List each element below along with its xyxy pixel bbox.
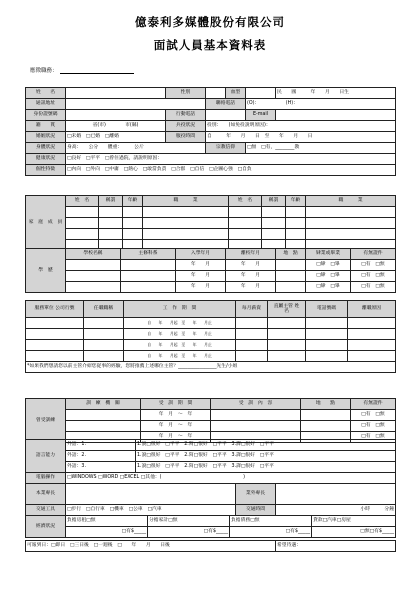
form-cell[interactable] [143, 229, 229, 240]
form-cell[interactable] [26, 318, 84, 329]
form-cell[interactable] [84, 329, 124, 340]
edu-header: 入學年月 [176, 249, 226, 260]
form-cell[interactable] [66, 410, 141, 421]
form-cell[interactable] [262, 229, 286, 240]
body-field[interactable]: 身高： 公分 體重： 公斤 [66, 143, 206, 154]
form-cell[interactable] [121, 282, 176, 293]
form-cell[interactable] [301, 410, 351, 421]
form-cell[interactable] [121, 260, 176, 271]
form-cell[interactable]: 年 月 [226, 271, 276, 282]
form-cell[interactable] [276, 271, 306, 282]
train-header: 訓 練 機 關 [66, 399, 141, 410]
blood-input[interactable] [246, 88, 276, 99]
form-cell[interactable] [123, 218, 143, 229]
form-cell[interactable] [306, 318, 348, 329]
exp-row [26, 351, 396, 362]
form-cell[interactable]: 自 年 月起 至 年 月止 [124, 351, 236, 362]
phone-field[interactable]: (O)： (H)： [246, 99, 396, 110]
family-row [26, 207, 396, 218]
education-label: 學 歷 [26, 249, 66, 293]
form-cell[interactable]: □有$_____ [148, 527, 230, 538]
form-cell[interactable] [123, 229, 143, 240]
form-cell[interactable] [121, 271, 176, 282]
language-name[interactable]: 外語：3. [66, 462, 136, 473]
form-cell[interactable] [211, 410, 301, 421]
language-name[interactable]: 外語：1. [66, 440, 136, 451]
form-cell[interactable]: □有$_____ [230, 527, 312, 538]
blood-label: 血型 [226, 88, 246, 99]
language-level[interactable]: 1.說□很好 □平平 2.寫□很好 □平平 3.譯□很好 □平平 [136, 451, 396, 462]
other-specialty-label: 業外專長 [236, 484, 276, 505]
debt-option[interactable]: 負擔債務□無 [230, 516, 312, 527]
form-cell[interactable] [66, 282, 121, 293]
form-cell[interactable]: □有$_____ [66, 527, 148, 538]
email-label: E-mail [246, 110, 276, 121]
experience-table [25, 300, 396, 373]
position-label: 應徵職務： [30, 68, 58, 74]
computer-options[interactable]: □WINDOWS □WORD □EXCEL □其他：( ) [66, 473, 396, 484]
marital-options[interactable]: □未婚 □已婚 □離婚 [66, 132, 166, 143]
service-time-field[interactable]: 自 年 月 日 至 年 月 日 [206, 132, 396, 143]
form-cell[interactable] [301, 421, 351, 432]
position-field[interactable] [30, 66, 134, 74]
form-cell[interactable] [66, 260, 121, 271]
form-cell[interactable] [84, 318, 124, 329]
exp-row [26, 329, 396, 340]
form-cell[interactable] [276, 260, 306, 271]
form-cell[interactable]: 年 月 ～ 年 [141, 432, 211, 443]
form-cell[interactable] [236, 329, 268, 340]
form-cell[interactable] [286, 229, 306, 240]
form-cell[interactable] [143, 207, 229, 218]
form-cell[interactable] [268, 318, 306, 329]
education-table [25, 248, 396, 293]
commute-field[interactable]: 小時 分鐘 [276, 505, 396, 516]
family-header: 職 業 [143, 196, 229, 207]
edu-header: 主修科系 [121, 249, 176, 260]
language-level[interactable]: 1.說□很好 □平平 2.寫□很好 □平平 3.譯□很好 □平平 [136, 462, 396, 473]
specialty-input[interactable] [66, 484, 236, 505]
edu-header: 肄業或畢業 [306, 249, 351, 260]
family-header: 年齡 [286, 196, 306, 207]
form-cell[interactable] [276, 282, 306, 293]
name-input[interactable] [66, 88, 166, 99]
form-cell[interactable] [236, 340, 268, 351]
form-cell[interactable]: 年 月 [226, 282, 276, 293]
military-label: 兵役狀況 [166, 121, 206, 132]
form-cell[interactable] [26, 351, 84, 362]
start-table [25, 540, 396, 552]
form-cell[interactable] [348, 351, 396, 362]
train-header: 受 訓 期 間 [141, 399, 211, 410]
exp-header: 電話號碼 [306, 301, 348, 318]
form-cell[interactable]: 年 月 ～ 年 [141, 421, 211, 432]
loan-option[interactable]: 貸款□汽車□房屋 [312, 516, 396, 527]
form-cell[interactable] [66, 207, 99, 218]
form-cell[interactable] [66, 229, 99, 240]
family-row [26, 229, 396, 240]
family-header: 稱謂 [99, 196, 123, 207]
form-cell[interactable]: □肄 □畢 [306, 260, 351, 271]
form-cell[interactable] [84, 340, 124, 351]
exp-row [26, 340, 396, 351]
other-specialty-input[interactable] [276, 484, 396, 505]
family-header: 年齡 [123, 196, 143, 207]
expected-salary-field[interactable]: 希望待遇： [276, 541, 396, 552]
train-row [26, 421, 396, 432]
form-cell[interactable] [268, 351, 306, 362]
military-field[interactable]: 役別： (如免役說明原因)： [206, 121, 396, 132]
form-cell[interactable]: □有 □無 [351, 432, 396, 443]
train-header: 受 訓 內 容 [211, 399, 301, 410]
form-cell[interactable] [26, 340, 84, 351]
form-cell[interactable] [143, 218, 229, 229]
form-cell[interactable]: 自 年 月起 至 年 月止 [124, 329, 236, 340]
company-header: 服務單位 公司行號 [26, 301, 84, 318]
service-time-label: 服役時間 [166, 132, 206, 143]
form-cell[interactable] [286, 218, 306, 229]
form-cell[interactable]: 年 月 [176, 271, 226, 282]
form-cell[interactable] [229, 229, 262, 240]
exp-header: 任職職稱 [84, 301, 124, 318]
language-label: 語言能力 [26, 440, 66, 473]
exp-header: 每月薪資 [236, 301, 268, 318]
start-date-options[interactable]: 可報到日：□即日 □三日後 □一週後 □ 年 月 日後 [26, 541, 276, 552]
form-cell[interactable] [306, 340, 348, 351]
form-cell[interactable] [348, 340, 396, 351]
skills-table [25, 439, 396, 484]
form-cell[interactable] [268, 329, 306, 340]
exp-header: 工 作 期 間 [124, 301, 236, 318]
origin-label: 籍 貫 [26, 121, 66, 132]
family-header: 姓 名 [66, 196, 99, 207]
form-cell[interactable] [66, 271, 121, 282]
form-title: 面試人員基本資料表 [153, 38, 267, 52]
form-cell[interactable] [211, 421, 301, 432]
form-cell[interactable] [84, 351, 124, 362]
form-cell[interactable] [66, 421, 141, 432]
transport-label: 交通工具 [26, 505, 66, 516]
train-header: 有無證件 [351, 399, 396, 410]
form-cell[interactable]: □無□有$_____ [312, 527, 396, 538]
language-level[interactable]: 1.說□很好 □平平 2.寫□很好 □平平 3.譯□很好 □平平 [136, 440, 396, 451]
form-cell[interactable] [286, 207, 306, 218]
mobile-input[interactable] [206, 110, 246, 121]
form-cell[interactable]: □有 □無 [351, 410, 396, 421]
economy-label: 經濟狀況 [26, 516, 66, 538]
training-table [25, 398, 396, 443]
train-header: 地 點 [301, 399, 351, 410]
family-table [25, 195, 396, 251]
transport-options[interactable]: □步行 □自行車 □機車 □公車 □汽車 [66, 505, 236, 516]
origin-field[interactable]: 省(市) 市(縣) [66, 121, 166, 132]
form-cell[interactable] [306, 351, 348, 362]
form-cell[interactable] [229, 207, 262, 218]
form-cell[interactable] [236, 351, 268, 362]
edu-header: 有無證件 [351, 249, 396, 260]
specialty-label: 本業專長 [26, 484, 66, 505]
form-cell[interactable] [262, 207, 286, 218]
computer-label: 電腦操作 [26, 473, 66, 484]
form-cell[interactable]: □有 □無 [351, 421, 396, 432]
health-label: 健康狀況 [26, 154, 66, 165]
personality-label: 個性特徵 [26, 165, 66, 176]
form-cell[interactable] [236, 318, 268, 329]
form-cell[interactable] [66, 218, 99, 229]
form-cell[interactable]: 年 月 [176, 260, 226, 271]
family-support-option[interactable]: 分擔家計□無 [148, 516, 230, 527]
form-cell[interactable]: □肄 □畢 [306, 282, 351, 293]
edu-header: 離校年月 [226, 249, 276, 260]
dob-field[interactable]: 民 國 年 月 日生 [276, 88, 396, 99]
form-cell[interactable]: 年 月 [176, 282, 226, 293]
form-cell[interactable] [306, 218, 396, 229]
address-input[interactable] [66, 99, 206, 110]
form-cell[interactable]: □有 □無 [351, 260, 396, 271]
marital-label: 婚姻狀況 [26, 132, 66, 143]
edu-row [26, 282, 396, 293]
language-name[interactable]: 外語：2. [66, 451, 136, 462]
form-cell[interactable]: 自 年 月起 至 年 月止 [124, 340, 236, 351]
commute-label: 交通時間 [236, 505, 276, 516]
rent-option[interactable]: 負擔房租□無 [66, 516, 148, 527]
form-cell[interactable] [229, 218, 262, 229]
form-cell[interactable]: 年 月 [226, 260, 276, 271]
economy-table [25, 515, 396, 538]
form-cell[interactable] [348, 318, 396, 329]
family-header: 稱謂 [262, 196, 286, 207]
family-header: 職 業 [306, 196, 396, 207]
id-input[interactable] [66, 110, 166, 121]
health-options[interactable]: □良好 □平平 □曾住過院，請說明原因： [66, 154, 396, 165]
family-row [26, 218, 396, 229]
mobile-label: 行動電話 [166, 110, 206, 121]
exp-row [26, 318, 396, 329]
form-cell[interactable] [99, 229, 123, 240]
train-row [26, 410, 396, 421]
form-cell[interactable] [262, 218, 286, 229]
form-cell[interactable] [99, 218, 123, 229]
exp-header: 離職原因 [348, 301, 396, 318]
exp-header: 直屬主管 姓 名 [268, 301, 306, 318]
address-label: 通訊地址 [26, 99, 66, 110]
gender-input[interactable] [206, 88, 226, 99]
form-cell[interactable] [306, 207, 396, 218]
form-cell[interactable]: 年 月 ～ 年 [141, 410, 211, 421]
edu-header: 地 點 [276, 249, 306, 260]
name-label: 姓 名 [26, 88, 66, 99]
body-label: 身體狀況 [26, 143, 66, 154]
id-label: 身份證號碼 [26, 110, 66, 121]
gender-label: 性別 [166, 88, 206, 99]
edu-row [26, 260, 396, 271]
form-cell[interactable] [99, 207, 123, 218]
form-cell[interactable]: □肄 □畢 [306, 271, 351, 282]
phone-label: 聯絡電話 [206, 99, 246, 110]
form-cell[interactable] [26, 329, 84, 340]
reference-question[interactable]: *如果我們想請您以前主管介紹您從事的經驗，您將推薦上述哪位主管？________________先生/小姐 [26, 362, 396, 373]
form-cell[interactable] [348, 329, 396, 340]
edu-header: 學校名稱 [66, 249, 121, 260]
form-cell[interactable]: □有 □無 [351, 282, 396, 293]
form-cell[interactable]: 自 年 月起 至 年 月止 [124, 318, 236, 329]
form-cell[interactable]: □有 □無 [351, 271, 396, 282]
personality-options[interactable]: □內向 □外向 □中庸 □熱心 □敢當負責 □合群 □自信 □企圖心強 □自負 [66, 165, 396, 176]
training-label: 曾受訓練 [26, 399, 66, 443]
family-label: 家 庭 成 員 [26, 196, 66, 251]
form-cell[interactable] [123, 207, 143, 218]
edu-row [26, 271, 396, 282]
religion-options[interactable]: □無 □有，________教 [246, 143, 396, 154]
form-cell[interactable] [306, 329, 348, 340]
basic-info-table [25, 87, 396, 176]
family-header: 姓 名 [229, 196, 262, 207]
religion-label: 宗教信仰 [206, 143, 246, 154]
form-cell[interactable] [268, 340, 306, 351]
form-cell[interactable] [306, 229, 396, 240]
company-name: 億泰利多媒體股份有限公司 [135, 15, 285, 29]
specialty-table [25, 483, 396, 516]
email-input[interactable] [276, 110, 396, 121]
position-line [60, 67, 134, 74]
